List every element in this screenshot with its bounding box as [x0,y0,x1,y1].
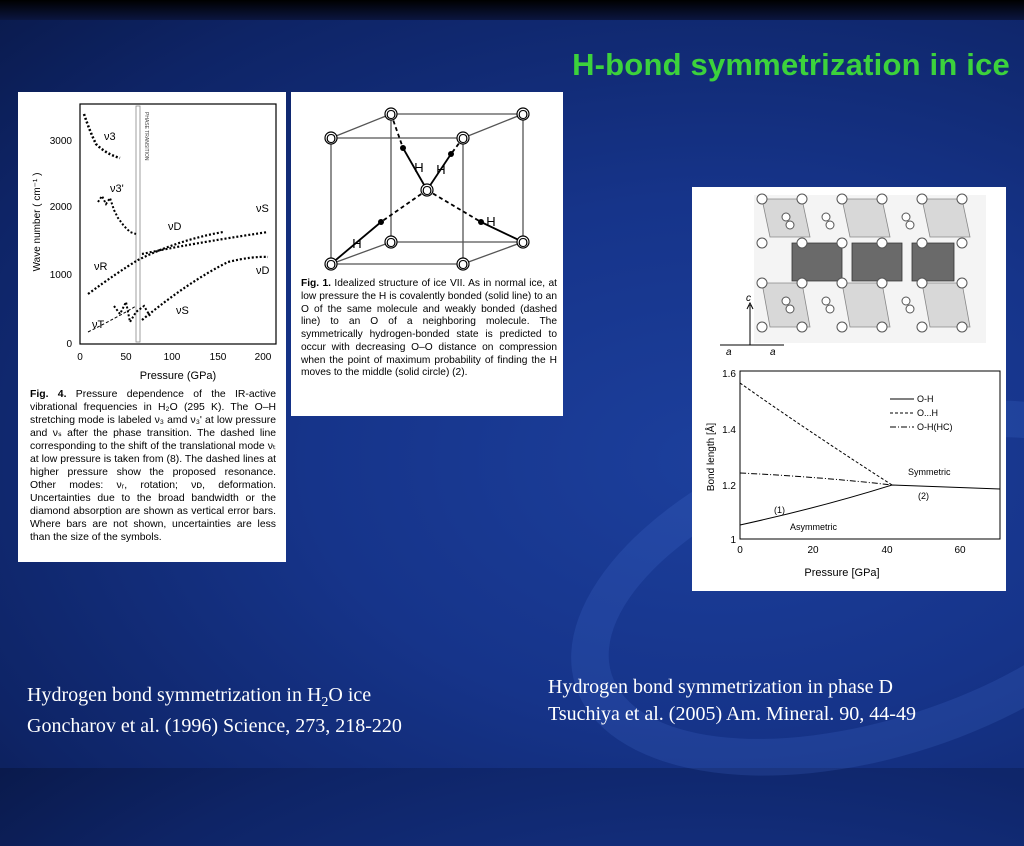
ir-frequency-figure [18,92,286,562]
ir-frequency-plot [18,92,286,382]
y-tick: 0 [66,339,72,350]
legend-ooh: O...H [917,408,939,418]
svg-text:O: O [517,235,529,250]
reference-right-line2: Tsuchiya et al. (2005) Am. Mineral. 90, 44-49 [548,703,916,725]
y-tick: 2000 [49,202,72,213]
mode-label-nuT: νT [92,319,105,331]
y-axis-label: Bond length [Å] [706,422,717,492]
mode-label-nuR: νR [94,261,108,273]
nu3prime-data [98,196,136,234]
figure-caption [30,388,276,544]
reference-right-line1: Hydrogen bond symmetrization in phase D [548,676,893,698]
svg-text:O: O [421,183,433,198]
svg-text:O: O [325,131,337,146]
svg-text:H: H [436,162,446,177]
svg-text:H: H [414,160,424,175]
mode-label-nuS: νS [176,305,189,317]
x-tick: 150 [209,352,227,363]
legend-ohhc: O-H(HC) [917,422,953,432]
legend-oh: O-H [917,394,934,404]
bond-length-plot [704,369,1000,579]
phase-d-figure [692,187,1006,591]
low-scatter [114,302,150,322]
ooh-curve [740,383,892,485]
reference-left-line1: Hydrogen bond symmetrization in $H_2O$ ice [27,684,372,710]
ice-vii-structure-diagram [291,92,563,276]
mode-label-nuS-top: νS [256,203,269,215]
caption-body: Idealized structure of ice VII. As in normal ice, at low pressure the H is covalently bonded (solid line) to an O of the same molecule and weakly bonded (dashed line) to an O of a neighboring molecule. The symmetrically hydrogen-bonded state is predicted to occur with decreasing O–O distance on compression when the point of maximum probability of finding the H moves to the middle (solid circle) (2). [301,278,557,379]
svg-text:O: O [457,131,469,146]
mode-label-nuD: νD [168,221,182,233]
axis-c: c [746,293,751,304]
x-tick: 40 [881,545,893,556]
annotation-2: (2) [918,491,929,501]
svg-text:O: O [457,257,469,272]
phase-transition-band [136,106,140,342]
nuR-data [88,232,223,294]
svg-text:O: O [385,235,397,250]
x-tick: 50 [120,352,132,363]
y-tick: 1000 [49,270,72,281]
reference-left-line2: Goncharov et al. (1996) Science, 273, 218-220 [27,714,402,737]
caption-head: Fig. 1. [301,278,332,289]
y-tick: 1.2 [722,481,736,492]
y-tick: 1.6 [722,369,736,380]
x-axis-label: Pressure [GPa] [804,567,880,579]
svg-text:O: O [385,107,397,122]
y-tick: 1 [730,535,736,546]
svg-text:O: O [325,257,337,272]
mode-label-nu3: ν3 [104,131,116,143]
phase-label: PHASE TRANSITION [143,112,149,161]
top-bar [0,0,1024,20]
annotation-asymmetric: Asymmetric [790,522,837,532]
ice-vii-structure-figure [291,92,563,416]
y-tick: 1.4 [722,425,736,436]
x-tick: 0 [737,545,743,556]
figure-caption [301,278,557,380]
y-axis-label: Wave number ( cm⁻¹ ) [32,172,43,272]
x-tick: 0 [77,352,83,363]
y-tick: 3000 [49,136,72,147]
phase-d-structure-and-plot [692,187,1006,591]
svg-text:O: O [517,107,529,122]
mode-label-nuD-low: νD [256,265,270,277]
annotation-symmetric: Symmetric [908,467,951,477]
nuS-data [142,257,268,320]
atom-labels [326,107,528,272]
x-axis-label: Pressure (GPa) [139,370,217,382]
mode-label-nu3prime: ν3' [110,183,124,195]
caption-head: Fig. 4. [30,389,67,400]
x-tick: 100 [163,352,181,363]
x-tick: 20 [807,545,819,556]
slide-title: H-bond symmetrization in ice [572,47,1010,82]
caption-body: Pressure dependence of the IR-active vibrational frequencies in H₂O (295 K). The O–H stretching mode is labeled ν₃ amd ν₃' at low pressure and νₛ after the phase transition. The dashed line corresponding to the shift of the translational mode νₜ at low pressure is taken from (8). The dashed lines at higher pressure show the proposed resonance. Other modes: νᵣ, rotation; νᴅ, deformation. Uncertainties due to the broad bandwidth or the diamond absorption are shown as vertical error bars. Where bars are not shown, uncertainties are less than the size of the symbols. [30,389,276,543]
x-tick: 60 [954,545,966,556]
svg-text:H: H [486,214,496,229]
svg-text:H: H [352,236,362,251]
x-tick: 200 [254,352,272,363]
reference-right [548,674,916,728]
axis-a1: a [726,347,732,358]
crystal-structure [720,194,986,358]
ohhc-curve [740,473,892,485]
axis-a2: a [770,347,776,358]
reference-left [27,682,402,740]
annotation-1: (1) [774,505,785,515]
